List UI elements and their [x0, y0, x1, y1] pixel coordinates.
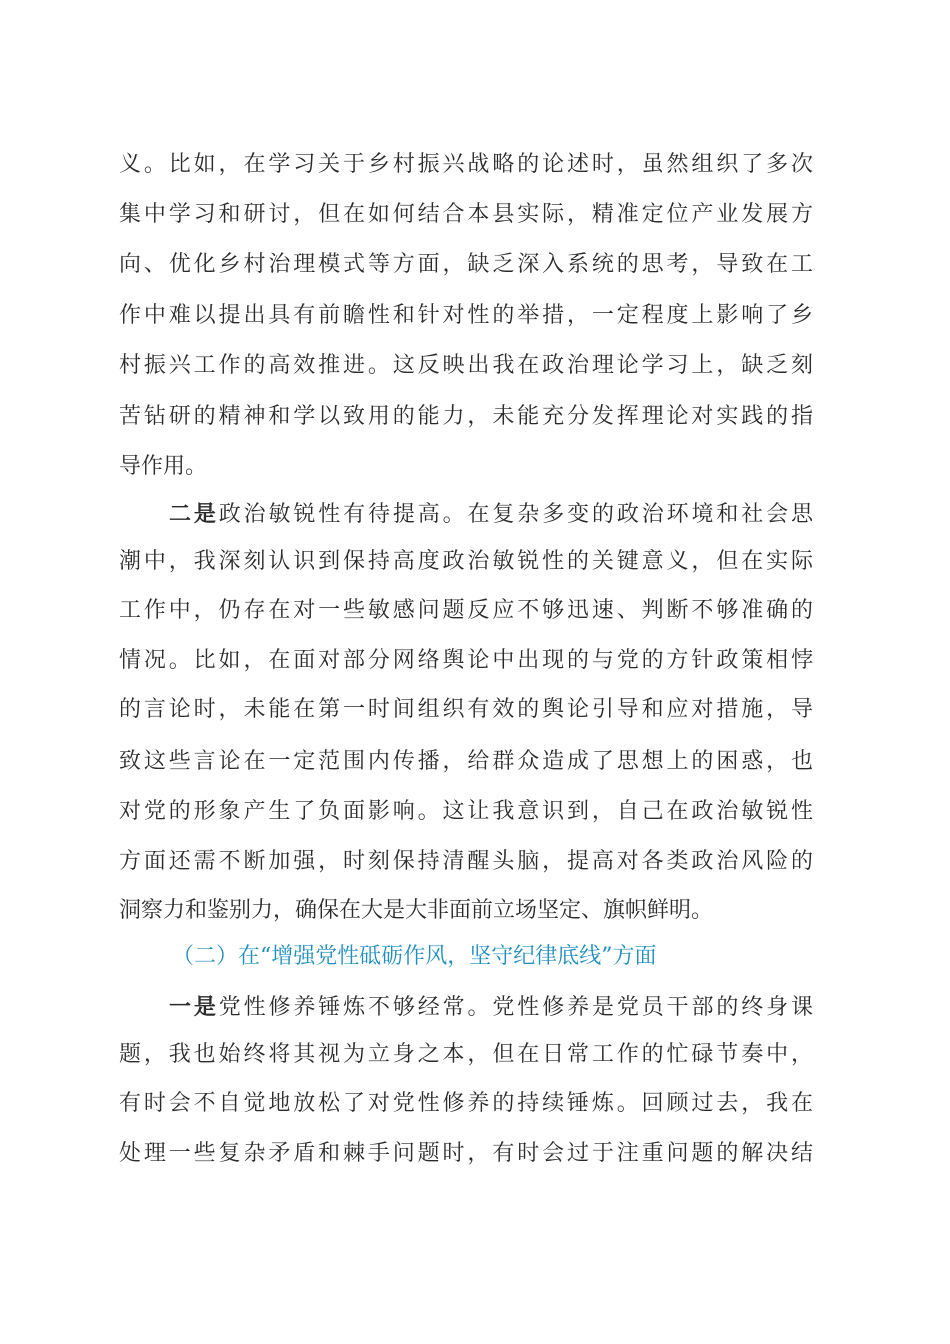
paragraph-3-lead: 一是 — [169, 994, 219, 1020]
paragraph-2-line-6: 致这些言论在一定范围内传播，给群众造成了思想上的困惑，也 — [119, 749, 813, 774]
paragraph-2-line-1 — [169, 498, 813, 530]
paragraph-3-line-4: 处理一些复杂矛盾和棘手问题时，有时会过于注重问题的解决结 — [119, 1141, 813, 1166]
paragraph-2-line-4: 情况。比如，在面对部分网络舆论中出现的与党的方针政策相悖 — [119, 648, 813, 673]
paragraph-2-line-5: 的言论时，未能在第一时间组织有效的舆论引导和应对措施，导 — [119, 697, 813, 722]
paragraph-2-line-3: 工作中，仍存在对一些敏感问题反应不够迅速、判断不够准确的 — [119, 598, 813, 623]
paragraph-1-line-2: 集中学习和研讨，但在如何结合本县实际，精准定位产业发展方 — [119, 202, 813, 227]
paragraph-3-first-line-text: 党性修养锤炼不够经常。党性修养是党员干部的终身课 — [218, 995, 813, 1020]
paragraph-3-line-3: 有时会不自觉地放松了对党性修养的持续锤炼。回顾过去，我在 — [119, 1091, 813, 1116]
paragraph-1-line-3: 向、优化乡村治理模式等方面，缺乏深入系统的思考，导致在工 — [119, 252, 813, 277]
paragraph-2-line-7: 对党的形象产生了负面影响。这让我意识到，自己在政治敏锐性 — [119, 799, 813, 824]
paragraph-1-line-7: 导作用。 — [119, 454, 208, 479]
paragraph-2-line-8: 方面还需不断加强，时刻保持清醒头脑，提高对各类政治风险的 — [119, 849, 813, 874]
paragraph-1-line-6: 苦钻研的精神和学以致用的能力，未能充分发挥理论对实践的指 — [119, 404, 813, 429]
paragraph-3-line-2: 题，我也始终将其视为立身之本，但在日常工作的忙碌节奏中， — [119, 1042, 813, 1067]
paragraph-3-line-1 — [169, 991, 813, 1023]
paragraph-2-first-line-text: 政治敏锐性有待提高。在复杂多变的政治环境和社会思 — [218, 502, 813, 527]
paragraph-1-line-4: 作中难以提出具有前瞻性和针对性的举措，一定程度上影响了乡 — [119, 303, 813, 328]
paragraph-2-line-9: 洞察力和鉴别力，确保在大是大非面前立场坚定、旗帜鲜明。 — [119, 898, 714, 923]
paragraph-2-line-2: 潮中，我深刻认识到保持高度政治敏锐性的关键意义，但在实际 — [119, 549, 813, 574]
paragraph-2-lead: 二是 — [169, 501, 219, 527]
section-heading: （二）在“增强党性砥砺作风，坚守纪律底线”方面 — [172, 944, 657, 969]
paragraph-1-line-1: 义。比如，在学习关于乡村振兴战略的论述时，虽然组织了多次 — [119, 152, 813, 177]
paragraph-1-line-5: 村振兴工作的高效推进。这反映出我在政治理论学习上，缺乏刻 — [119, 353, 813, 378]
